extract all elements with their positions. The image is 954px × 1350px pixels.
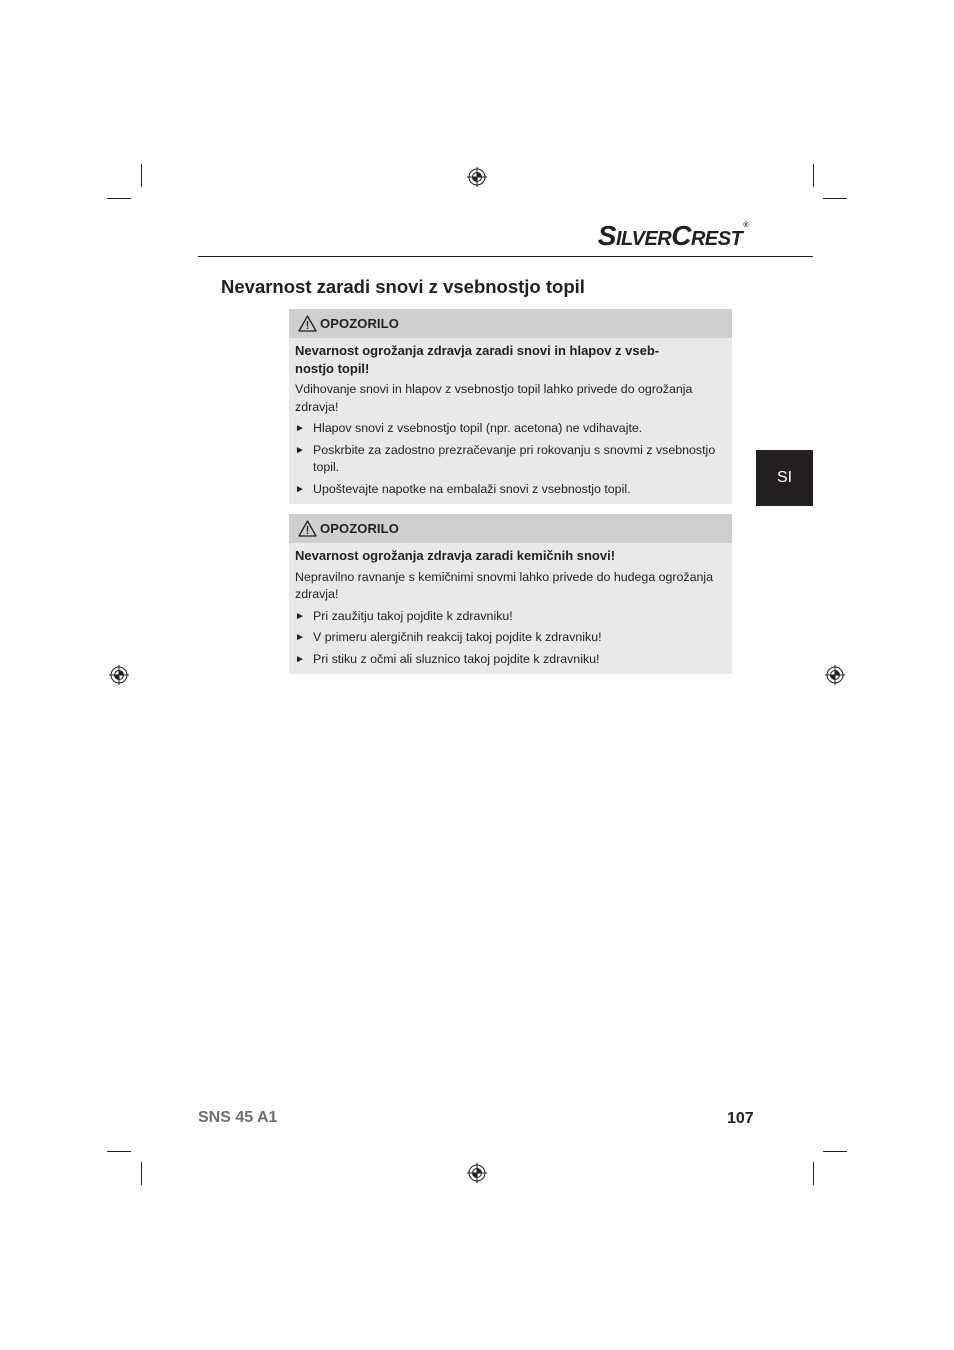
language-tab [756,450,813,506]
bullet-text [313,608,724,626]
brand-logo-part: C [671,220,691,251]
warning-subtitle-line: Nevarnost ogrožanja zdravja zaradi snovi in hlapov z vseb- [295,343,660,358]
bullet-line: Upoštevajte napotke na embalaži snovi z vsebnostjo topil. [313,481,631,496]
warning-paragraph [295,381,724,416]
bullet-item [295,608,724,626]
crop-mark [107,1151,131,1152]
crop-mark [813,164,814,187]
warning-header [289,514,732,543]
bullet-arrow-icon: ► [295,610,305,622]
bullet-arrow-icon: ► [295,423,305,434]
bullet-item [295,629,724,647]
bullet-arrow-icon: ► [295,653,305,665]
warning-triangle-icon [298,315,317,332]
brand-logo-part: ILVER [615,228,672,250]
page-number: 107 [727,1110,754,1127]
bullet-arrow-icon: ► [295,444,305,456]
crop-mark [107,198,131,199]
bullet-arrow-icon: ► [295,632,305,643]
footer-model: SNS 45 A1 [198,1109,278,1126]
warning-box [289,309,732,504]
warning-paragraph-line: Nepravilno ravnanje s kemičnimi snovmi lahko privede do hudega ogrožanja [295,569,714,584]
brand-logo-part: S [597,220,616,251]
brand-logo-part: REST [690,228,743,250]
warning-subtitle [295,342,724,377]
bullet-line: topil. [313,460,340,474]
bullet-item [295,481,724,499]
warning-paragraph-line: zdravja! [295,587,339,601]
crop-mark [813,1162,814,1185]
bullet-text [313,651,724,669]
bullet-text [313,442,724,477]
warning-subtitle [295,547,724,565]
brand-logo [598,222,748,250]
bullet-text [313,420,724,438]
warning-header [289,309,732,338]
crop-mark [141,164,142,187]
warning-paragraph [295,569,724,604]
registered-trademark: ® [743,222,748,229]
bullet-line: Hlapov snovi z vsebnostjo topil (npr. acetona) ne vdihavajte. [313,421,643,435]
warning-triangle-icon [298,520,317,537]
warning-paragraph-line: Vdihovanje snovi in hlapov z vsebnostjo topil lahko privede do ogrožanja [295,382,693,396]
registration-mark-icon [467,1163,487,1183]
warning-paragraph-line: zdravja! [295,399,339,414]
header-rule [198,256,813,257]
section-title: Nevarnost zaradi snovi z vsebnostjo topil [221,276,585,297]
language-tab-label: SI [776,469,793,486]
bullet-line: Pri stiku z očmi ali sluznico takoj pojdite k zdravniku! [313,651,600,666]
registration-mark-icon [109,665,129,685]
bullet-text [313,481,724,499]
registration-mark-icon [467,167,487,187]
bullet-text [313,629,724,647]
bullet-line: V primeru alergičnih reakcij takoj pojdite k zdravniku! [313,630,602,644]
warning-box [289,514,732,674]
crop-mark [823,1151,847,1152]
bullet-item [295,651,724,669]
warning-body [289,338,732,504]
bullet-item [295,420,724,438]
warning-subtitle-line: Nevarnost ogrožanja zdravja zaradi kemičnih snovi! [295,548,616,563]
bullet-line: Pri zaužitju takoj pojdite k zdravniku! [313,608,513,623]
bullet-line: Poskrbite za zadostno prezračevanje pri rokovanju s snovmi z vsebnostjo [313,442,716,457]
bullet-arrow-icon: ► [295,483,305,495]
warning-subtitle-line: nostjo topil! [295,360,370,376]
crop-mark [141,1162,142,1185]
registration-mark-icon [825,665,845,685]
crop-mark [823,198,847,199]
warning-body [289,543,732,674]
warning-label: OPOZORILO [320,316,399,331]
bullet-item [295,442,724,477]
warning-label: OPOZORILO [320,521,399,536]
